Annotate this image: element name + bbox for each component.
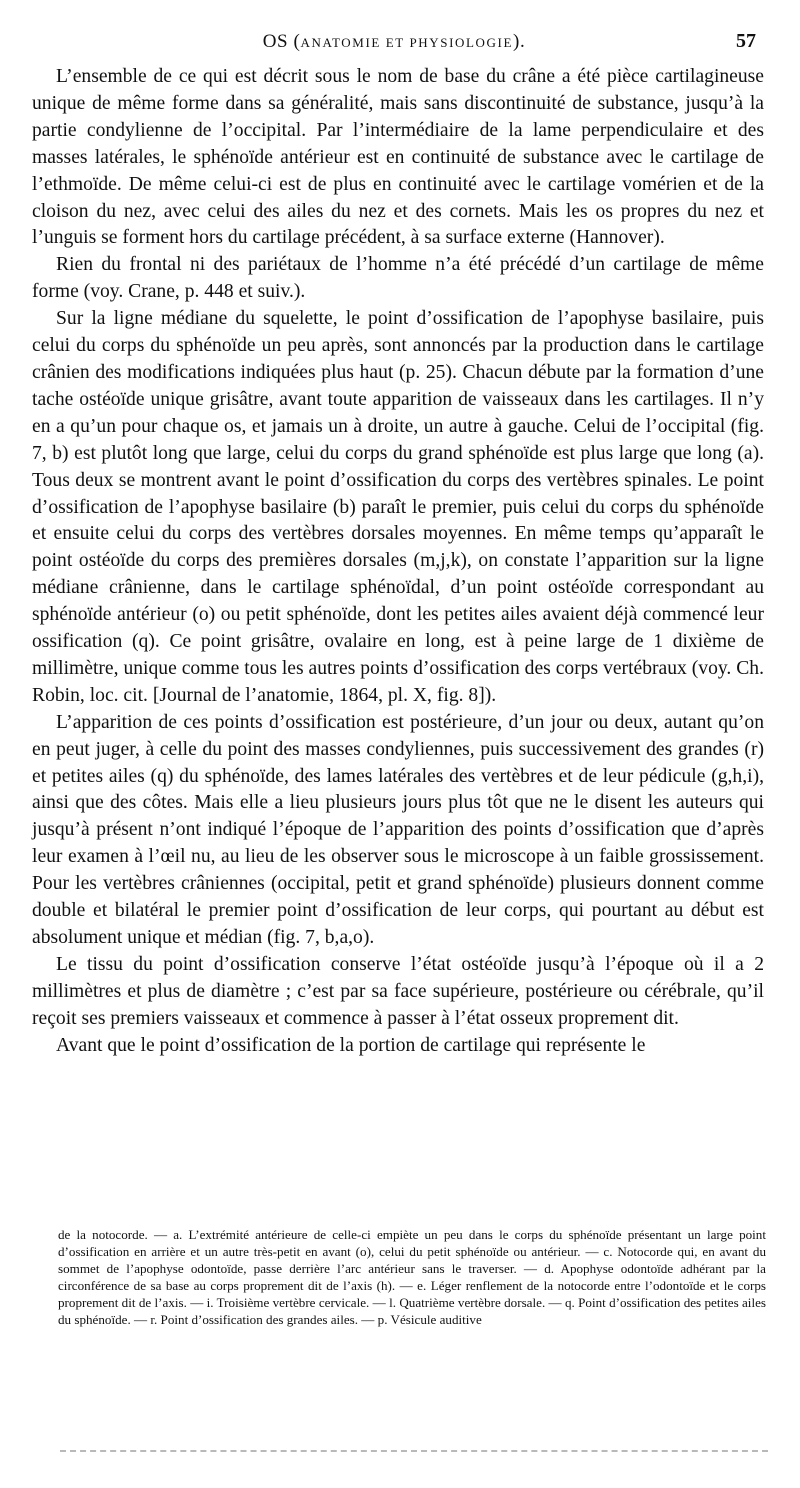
running-title-smallcaps: ANATOMIE ET PHYSIOLOGIE	[300, 35, 514, 50]
paragraph: L’ensemble de ce qui est décrit sous le nom de base du crâne a été pièce cartilagineuse unique de même forme dans sa généralité, mais sans discontinuité de substance, jusqu’à la partie condylienne de l’occipital. Par l’intermédiaire de la lame perpendiculaire et des masses latérales, le sphénoïde antérieur est en continuité de substance avec le cartilage de l’ethmoïde. De même celui-ci est de plus en continuité avec le cartilage vomérien et de la cloison du nez, avec celui des ailes du nez et des cornets. Mais les os propres du nez et l’unguis se forment hors du cartilage précédent, à sa surface externe (Hannover).	[32, 66, 764, 249]
page-header	[32, 28, 756, 58]
running-title-prefix: OS (	[262, 31, 301, 52]
footnote-text: de la notocorde. — a. L’extrémité antérieure de celle-ci empiète un peu dans le corps du sphénoïde présentant un large point d’ossification en arrière et un autre très-petit en avant (o), celui du petit sphénoïde ou antérieur. — c. Notocorde qui, en avant du sommet de l’apophyse odontoïde, passe derrière l’arc antérieur sans le traverser. — d. Apophyse odontoïde adhérant par la circonférence de sa base au corps proprement dit de l’axis (h). — e. Léger renflement de la notocorde entre l’odontoïde et le corps proprement dit de l’axis. — i. Troisième vertèbre cervicale. — l. Quatrième vertèbre dorsale. — q. Point d’ossification des petites ailes du sphénoïde. — r. Point d’ossification des grandes ailes. — p. Vésicule auditive	[58, 1227, 766, 1328]
page-number: 57	[736, 30, 756, 52]
figure-caption-footnote	[58, 1226, 766, 1329]
running-title-suffix: ).	[513, 31, 526, 52]
paragraph: Avant que le point d’ossification de la portion de cartilage qui représente le	[56, 1034, 646, 1056]
running-title	[32, 31, 756, 53]
body-text	[32, 64, 764, 1060]
paragraph: Le tissu du point d’ossification conserve l’état ostéoïde jusqu’à l’époque où il a 2 millimètres et plus de diamètre ; c’est par sa face supérieure, postérieure ou cérébrale, qu’il reçoit ses premiers vaisseaux et commence à passer à l’état osseux proprement dit.	[32, 953, 764, 1029]
paragraph: L’apparition de ces points d’ossification est postérieure, d’un jour ou deux, autant qu’on en peut juger, à celle du point des masses condyliennes, puis successivement des grandes (r) et petites ailes (q) du sphénoïde, des lames latérales des vertèbres et de leur pédicule (g,h,i), ainsi que des côtes. Mais elle a lieu plusieurs jours plus tôt que ne le disent les auteurs qui jusqu’à présent n’ont indiqué l’époque de l’apparition des points d’ossification que d’après leur examen à l’œil nu, au lieu de les observer sous le microscope à un faible grossissement. Pour les vertèbres crâniennes (occipital, petit et grand sphénoïde) plusieurs donnent comme double et bilatéral le premier point d’ossification de leur corps, qui pourtant au début est absolument unique et médian (fig. 7, b,a,o).	[32, 711, 764, 948]
paragraph: Sur la ligne médiane du squelette, le point d’ossification de l’apophyse basilaire, puis celui du corps du sphénoïde un peu après, sont annoncés par la production dans le cartilage crânien des modifications indiquées plus haut (p. 25). Chacun débute par la formation d’une tache ostéoïde unique grisâtre, avant toute apparition de vaisseaux dans les cartilages. Il n’y en a qu’un pour chaque os, et jamais un à droite, un autre à gauche. Celui de l’occipital (fig. 7, b) est plutôt long que large, celui du corps du grand sphénoïde est plus large que long (a). Tous deux se montrent avant le point d’ossification du corps des vertèbres spinales. Le point d’ossification de l’apophyse basilaire (b) paraît le premier, puis celui du corps du sphénoïde et ensuite celui du corps des vertèbres dorsales moyennes. En même temps qu’apparaît le point ostéoïde du corps des premières dorsales (m,j,k), on constate l’apparition sur la ligne médiane crânienne, dans le cartilage sphénoïdal, d’un point ostéoïde correspondant au sphénoïde antérieur (o) ou petit sphénoïde, dont les petites ailes avaient déjà commencé leur ossification (q). Ce point grisâtre, ovalaire en long, est à peine large de 1 dixième de millimètre, unique comme tous les autres points d’ossification des corps vertébraux (voy. Ch. Robin, loc. cit. [Journal de l’anatomie, 1864, pl. X, fig. 8]).	[32, 308, 764, 706]
bottom-rule	[60, 1450, 768, 1452]
paragraph: Rien du frontal ni des pariétaux de l’homme n’a été précédé d’un cartilage de même forme (voy. Crane, p. 448 et suiv.).	[32, 254, 764, 303]
